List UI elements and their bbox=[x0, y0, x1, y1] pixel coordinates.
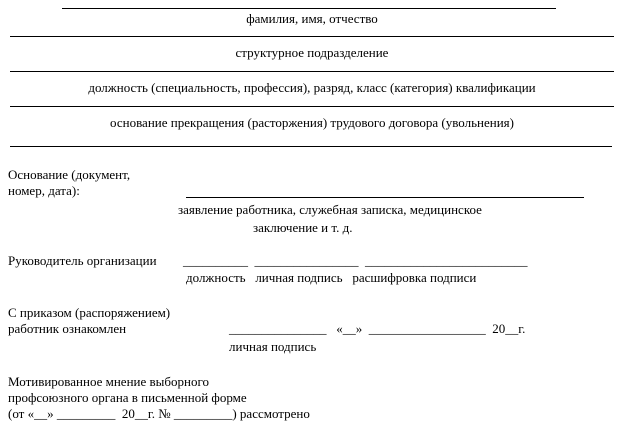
basis-hint-line1: заявление работника, служебная записка, медицинское bbox=[178, 202, 482, 217]
termination-caption: основание прекращения (расторжения) трудового договора (увольнения) bbox=[110, 115, 514, 130]
department-caption: структурное подразделение bbox=[235, 45, 389, 60]
order-label-line2: работник ознакомлен bbox=[8, 321, 127, 336]
basis-hint-line2: заключение и т. д. bbox=[253, 220, 353, 235]
fio-caption: фамилия, имя, отчество bbox=[246, 11, 378, 26]
fio-line bbox=[62, 8, 556, 9]
order-label-line1: С приказом (распоряжением) bbox=[8, 305, 171, 320]
union-line2: профсоюзного органа в письменной форме bbox=[8, 390, 247, 405]
basis-label-line2: номер, дата): bbox=[8, 183, 80, 198]
order-date-line: _______________ «__» __________________ 20__г. bbox=[229, 321, 526, 336]
head-signature-blanks: __________ ________________ _________________________ bbox=[183, 253, 528, 268]
position-line bbox=[10, 71, 614, 72]
basis-label-line1: Основание (документ, bbox=[8, 167, 131, 182]
department-line bbox=[10, 36, 614, 37]
head-signature-captions: должность личная подпись расшифровка подписи bbox=[186, 270, 477, 285]
basis-document-line bbox=[186, 197, 584, 198]
union-line1: Мотивированное мнение выборного bbox=[8, 374, 209, 389]
termination-underline bbox=[10, 146, 612, 147]
termination-line bbox=[10, 106, 614, 107]
head-label: Руководитель организации bbox=[8, 253, 157, 268]
position-caption: должность (специальность, профессия), разряд, класс (категория) квалификации bbox=[88, 80, 536, 95]
order-sign-caption: личная подпись bbox=[229, 339, 317, 354]
union-line3: (от «__» _________ 20__г. № _________) рассмотрено bbox=[8, 406, 310, 421]
